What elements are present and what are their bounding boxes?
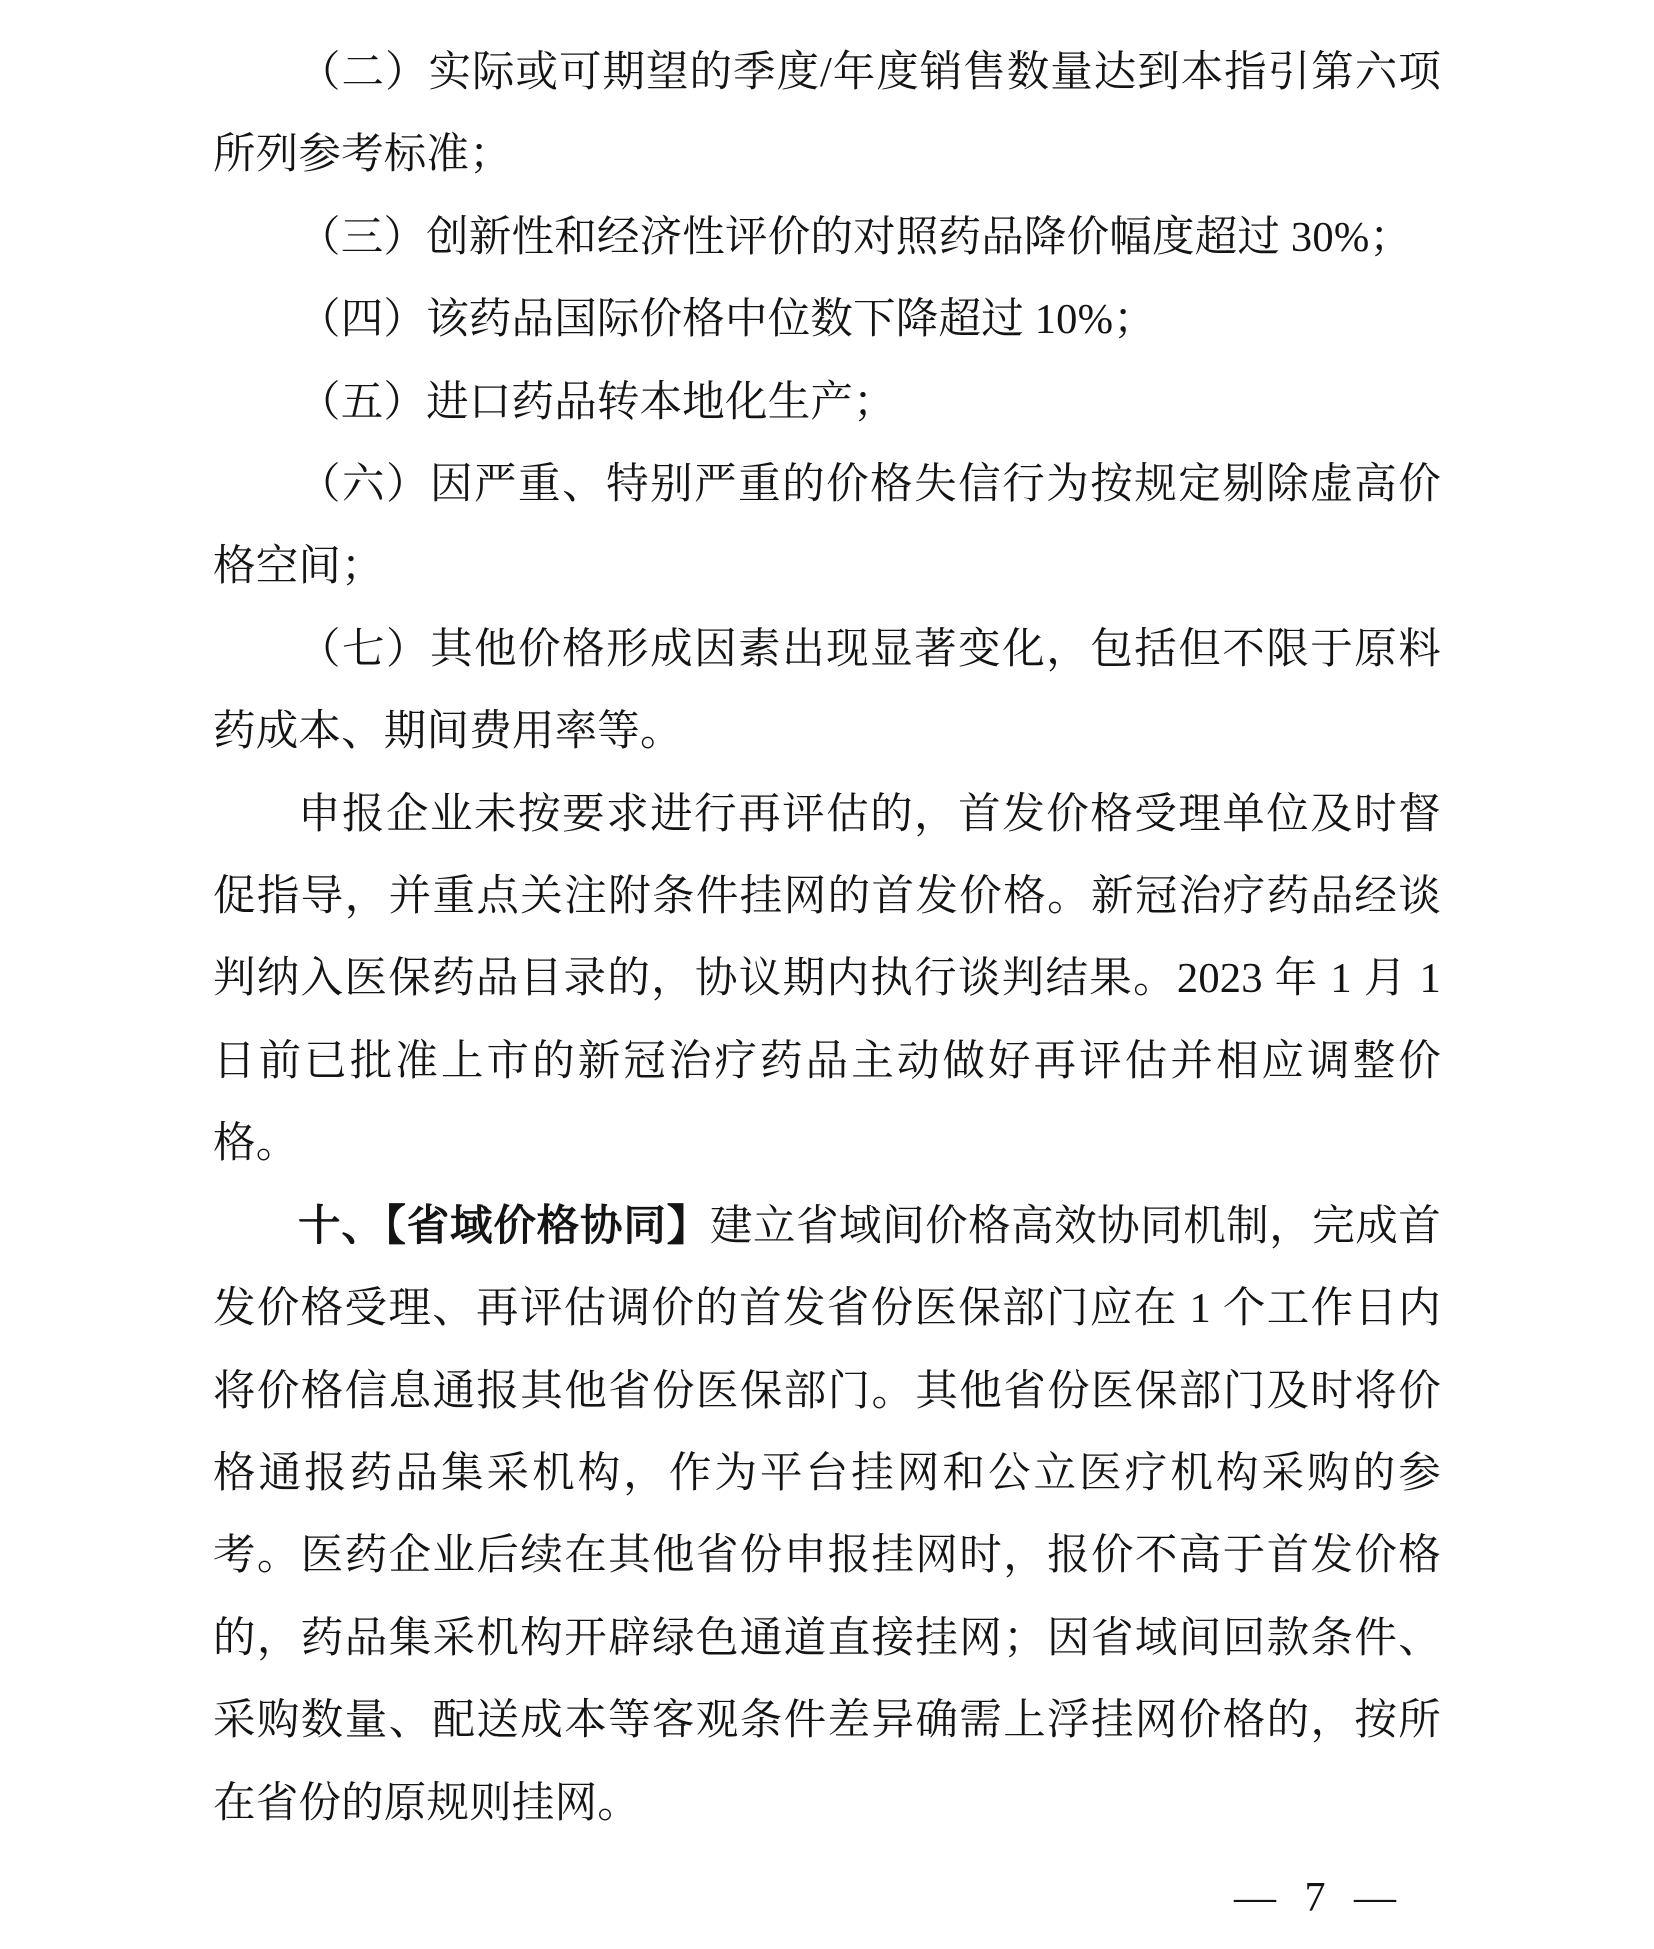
page-number: — 7 —: [1234, 1875, 1398, 1921]
paragraph-item-7: （七）其他价格形成因素出现显著变化，包括但不限于原料药成本、期间费用率等。: [213, 625, 1441, 756]
document-body: [213, 32, 1441, 1845]
section-ten-heading: 十、【省域价格协同】: [298, 1202, 710, 1250]
paragraph-reassessment: 申报企业未按要求进行再评估的，首发价格受理单位及时督促指导，并重点关注附条件挂网的首发价格。新冠治疗药品经谈判纳入医保药品目录的，协议期内执行谈判结果。2023 年 1 月 1 日前已批准上市的新冠治疗药品主动做好再评估并相应调整价格。: [213, 790, 1441, 1168]
paragraph-item-4: （四）该药品国际价格中位数下降超过 10%；: [298, 296, 1156, 344]
paragraph-item-3: （三）创新性和经济性评价的对照药品降价幅度超过 30%；: [298, 213, 1413, 261]
paragraph-item-5: （五）进口药品转本地化生产；: [298, 378, 896, 426]
paragraph-item-6: （六）因严重、特别严重的价格失信行为按规定剔除虚高价格空间；: [213, 461, 1441, 591]
paragraph-section-ten: [213, 1186, 1441, 1845]
section-ten-body: 建立省域间价格高效协同机制，完成首发价格受理、再评估调价的首发省份医保部门应在 1 个工作日内将价格信息通报其他省份医保部门。其他省份医保部门及时将价格通报药品集采机构，作为平台挂网和公立医疗机构采购的参考。医药企业后续在其他省份申报挂网时，报价不高于首发价格的，药品集采机构开辟绿色通道直接挂网；因省域间回款条件、采购数量、配送成本等客观条件差异确需上浮挂网价格的，按所在省份的原规则挂网。: [213, 1202, 1441, 1827]
paragraph-item-2: （二）实际或可期望的季度/年度销售数量达到本指引第六项所列参考标准；: [213, 49, 1441, 179]
